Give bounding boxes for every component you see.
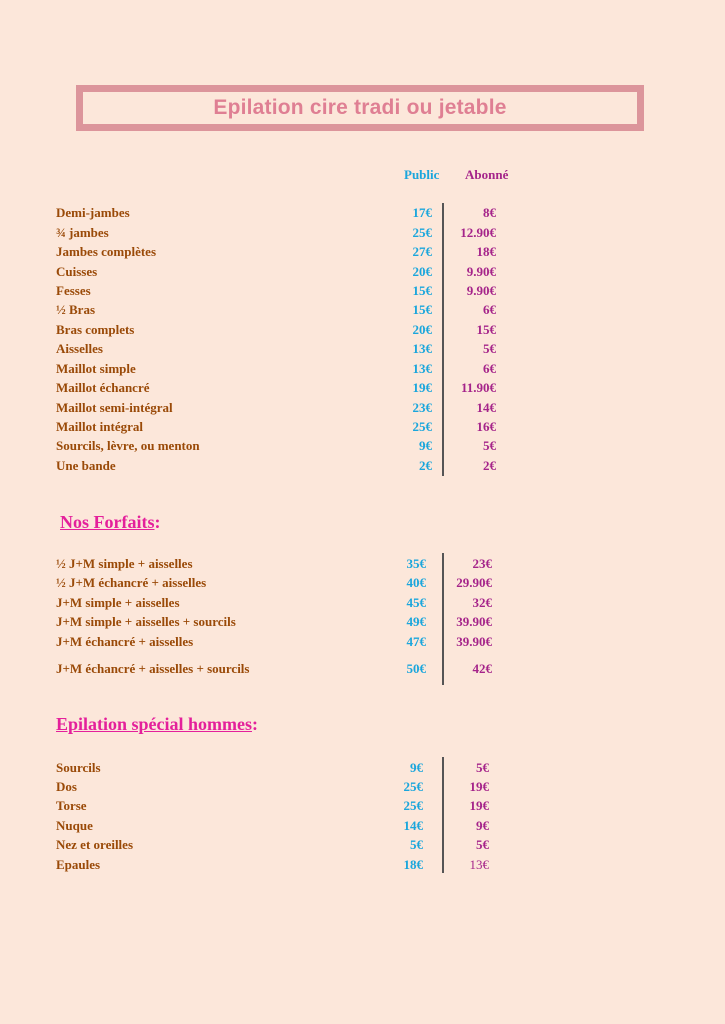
- service-label: J+M simple + aisselles + sourcils: [56, 614, 236, 629]
- abonne-price: 6€: [483, 361, 496, 376]
- price-row: [0, 205, 725, 224]
- public-price: 9€: [410, 760, 423, 775]
- service-label: Aisselles: [56, 341, 103, 356]
- price-row: [0, 302, 725, 321]
- service-label: Torse: [56, 798, 87, 813]
- abonne-price: 42€: [472, 661, 492, 676]
- public-price: 9€: [419, 438, 432, 453]
- service-label: J+M échancré + aisselles: [56, 634, 194, 649]
- abonne-price: 32€: [472, 595, 492, 610]
- price-row: [0, 661, 725, 680]
- price-row: [0, 400, 725, 419]
- forfaits-title: Nos Forfaits: [60, 512, 155, 532]
- forfaits-heading: [60, 512, 160, 533]
- public-price: 20€: [412, 264, 432, 279]
- price-row: [0, 760, 725, 779]
- abonne-price: 39.90€: [456, 614, 492, 629]
- public-price: 49€: [406, 614, 426, 629]
- service-label: Maillot échancré: [56, 380, 150, 395]
- column-divider: [442, 203, 444, 476]
- abonne-price: 23€: [472, 556, 492, 571]
- service-label: ½ J+M échancré + aisselles: [56, 575, 207, 590]
- price-row: [0, 595, 725, 614]
- hommes-colon: :: [252, 714, 259, 734]
- public-price: 13€: [412, 361, 432, 376]
- public-price: 45€: [406, 595, 426, 610]
- service-label: J+M simple + aisselles: [56, 595, 180, 610]
- public-price: 20€: [412, 322, 432, 337]
- abonne-price: 5€: [476, 760, 489, 775]
- service-label: Dos: [56, 779, 77, 794]
- price-row: [0, 857, 725, 876]
- abonne-price: 11.90€: [460, 380, 496, 395]
- service-label: J+M échancré + aisselles + sourcils: [56, 661, 250, 676]
- public-price: 27€: [412, 244, 432, 259]
- price-row: [0, 798, 725, 817]
- service-label: Une bande: [56, 458, 116, 473]
- abonne-price: 29.90€: [456, 575, 492, 590]
- service-label: Jambes complètes: [56, 244, 157, 259]
- hommes-title: Epilation spécial hommes: [56, 714, 253, 734]
- service-label: Maillot semi-intégral: [56, 400, 173, 415]
- abonne-price: 16€: [476, 419, 496, 434]
- service-label: Maillot simple: [56, 361, 136, 376]
- price-row: [0, 380, 725, 399]
- abonne-price: 12.90€: [460, 225, 496, 240]
- price-row: [0, 283, 725, 302]
- abonne-price: 9.90€: [466, 283, 496, 298]
- public-price: 15€: [412, 283, 432, 298]
- public-price: 47€: [406, 634, 426, 649]
- public-price: 19€: [412, 380, 432, 395]
- abonne-price: 18€: [476, 244, 496, 259]
- abonne-price: 39.90€: [456, 634, 492, 649]
- column-header-abonne: Abonné: [465, 167, 509, 182]
- abonne-price: 19€: [469, 779, 489, 794]
- public-price: 35€: [406, 556, 426, 571]
- service-label: Epaules: [56, 857, 101, 872]
- price-row: [0, 634, 725, 653]
- page-title: Epilation cire tradi ou jetable: [213, 96, 507, 119]
- price-row: [0, 264, 725, 283]
- abonne-price: 5€: [483, 341, 496, 356]
- column-divider: [442, 553, 444, 685]
- service-label: Maillot intégral: [56, 419, 144, 434]
- abonne-price: 9.90€: [466, 264, 496, 279]
- service-label: Cuisses: [56, 264, 98, 279]
- price-row: [0, 438, 725, 457]
- public-price: 25€: [412, 225, 432, 240]
- abonne-price: 14€: [476, 400, 496, 415]
- column-header-public: Public: [404, 167, 440, 182]
- public-price: 2€: [419, 458, 432, 473]
- abonne-price: 6€: [483, 302, 496, 317]
- service-label: Nuque: [56, 818, 93, 833]
- abonne-price: 15€: [476, 322, 496, 337]
- price-row: [0, 458, 725, 477]
- price-row: [0, 614, 725, 633]
- price-row: [0, 225, 725, 244]
- abonne-price: 13€: [469, 857, 489, 872]
- abonne-price: 5€: [476, 837, 489, 852]
- service-label: Fesses: [56, 283, 91, 298]
- public-price: 25€: [403, 798, 423, 813]
- price-row: [0, 341, 725, 360]
- public-price: 17€: [412, 205, 432, 220]
- price-row: [0, 419, 725, 438]
- public-price: 23€: [412, 400, 432, 415]
- public-price: 15€: [412, 302, 432, 317]
- abonne-price: 19€: [469, 798, 489, 813]
- service-label: Nez et oreilles: [56, 837, 133, 852]
- service-label: Demi-jambes: [56, 205, 130, 220]
- title-box: [76, 85, 644, 131]
- service-label: Bras complets: [56, 322, 135, 337]
- public-price: 18€: [403, 857, 423, 872]
- service-label: ¾ jambes: [56, 225, 109, 240]
- service-label: Sourcils: [56, 760, 101, 775]
- public-price: 13€: [412, 341, 432, 356]
- abonne-price: 5€: [483, 438, 496, 453]
- forfaits-colon: :: [154, 512, 161, 532]
- price-row: [0, 556, 725, 575]
- price-row: [0, 244, 725, 263]
- price-row: [0, 322, 725, 341]
- public-price: 14€: [403, 818, 423, 833]
- price-row: [0, 361, 725, 380]
- abonne-price: 8€: [483, 205, 496, 220]
- price-row: [0, 837, 725, 856]
- public-price: 50€: [406, 661, 426, 676]
- service-label: ½ J+M simple + aisselles: [56, 556, 193, 571]
- public-price: 25€: [403, 779, 423, 794]
- public-price: 40€: [406, 575, 426, 590]
- abonne-price: 9€: [476, 818, 489, 833]
- service-label: ½ Bras: [56, 302, 95, 317]
- column-divider: [442, 757, 444, 873]
- public-price: 5€: [410, 837, 423, 852]
- abonne-price: 2€: [483, 458, 496, 473]
- public-price: 25€: [412, 419, 432, 434]
- price-row: [0, 575, 725, 594]
- price-row: [0, 779, 725, 798]
- service-label: Sourcils, lèvre, ou menton: [56, 438, 200, 453]
- hommes-heading: [56, 714, 258, 735]
- price-row: [0, 818, 725, 837]
